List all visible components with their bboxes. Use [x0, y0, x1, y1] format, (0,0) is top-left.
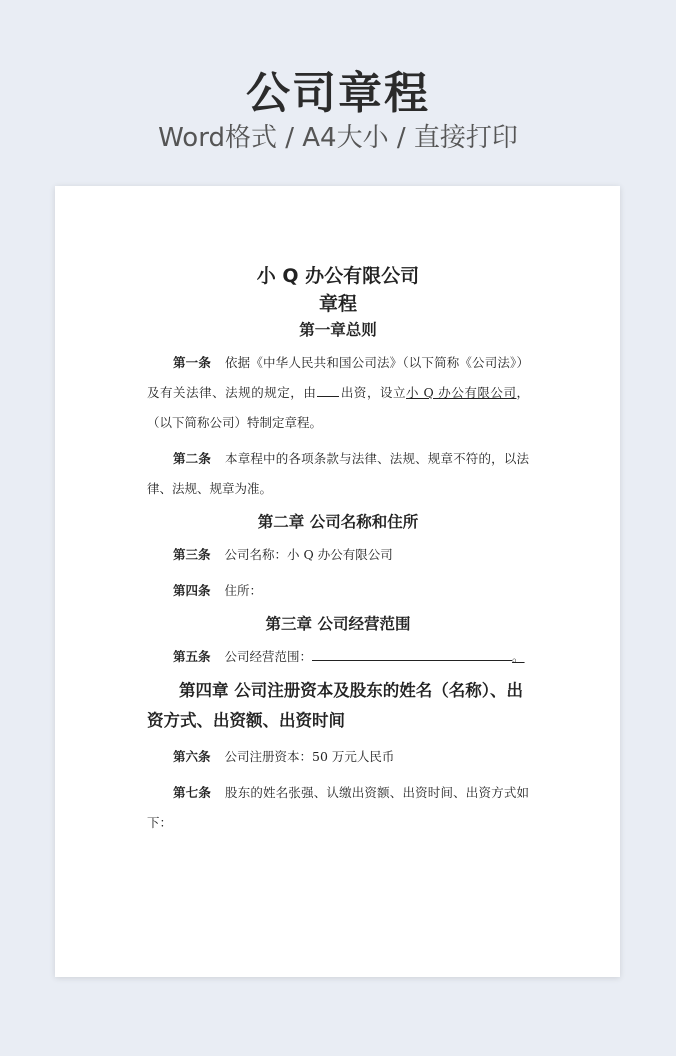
chapter-1-heading: 第一章总则 — [299, 321, 377, 339]
article-5-end: 。 — [512, 649, 525, 664]
article-3 — [147, 540, 529, 570]
article-1 — [147, 348, 529, 438]
article-5-text: 公司经营范围： — [224, 649, 313, 664]
article-3-number: 第三条 — [173, 547, 211, 562]
article-6-text: 公司注册资本：50 万元人民币 — [224, 749, 395, 764]
article-5 — [147, 642, 529, 672]
article-1-company: 小 Q 办公有限公司 — [406, 385, 517, 400]
article-7-text: 股东的姓名张强、认缴出资额、出资时间、出资方式如下： — [147, 785, 529, 830]
article-3-text: 公司名称：小 Q 办公有限公司 — [224, 547, 393, 562]
business-scope-blank — [312, 646, 512, 661]
article-1-text-b: 出资，设立 — [340, 385, 407, 400]
article-2-number: 第二条 — [173, 451, 212, 466]
document-page — [55, 186, 620, 977]
chapter-3-heading: 第三章 公司经营范围 — [265, 615, 411, 633]
article-5-number: 第五条 — [173, 649, 211, 664]
company-name: 小 Q 办公有限公司 — [256, 265, 420, 287]
chapter-2-heading: 第二章 公司名称和住所 — [257, 513, 419, 531]
investor-blank — [317, 382, 339, 397]
chapter-4-heading: 第四章 公司注册资本及股东的姓名（名称）、出资方式、出资额、出资时间 — [147, 681, 523, 730]
document-title: 章程 — [318, 293, 357, 315]
article-4 — [147, 576, 529, 606]
article-1-number: 第一条 — [173, 355, 211, 370]
article-7-number: 第七条 — [173, 785, 212, 800]
article-7 — [147, 778, 529, 838]
banner-title: 公司章程 — [246, 68, 430, 119]
banner-subtitle: Word格式 / A4大小 / 直接打印 — [158, 123, 518, 153]
article-1-text-c: ，（以下简称公司）特制定章程。 — [147, 385, 529, 430]
article-6-number: 第六条 — [173, 749, 211, 764]
document-body — [147, 262, 529, 838]
article-1-text-a: 依据《中华人民共和国公司法》（以下简称《公司法》）及有关法律、法规的规定，由 — [147, 355, 529, 400]
article-6 — [147, 742, 529, 772]
article-2 — [147, 444, 529, 504]
article-2-text: 本章程中的各项条款与法律、法规、规章不符的，以法律、法规、规章为准。 — [147, 451, 529, 496]
article-4-text: 住所： — [224, 583, 263, 598]
article-4-number: 第四条 — [173, 583, 211, 598]
